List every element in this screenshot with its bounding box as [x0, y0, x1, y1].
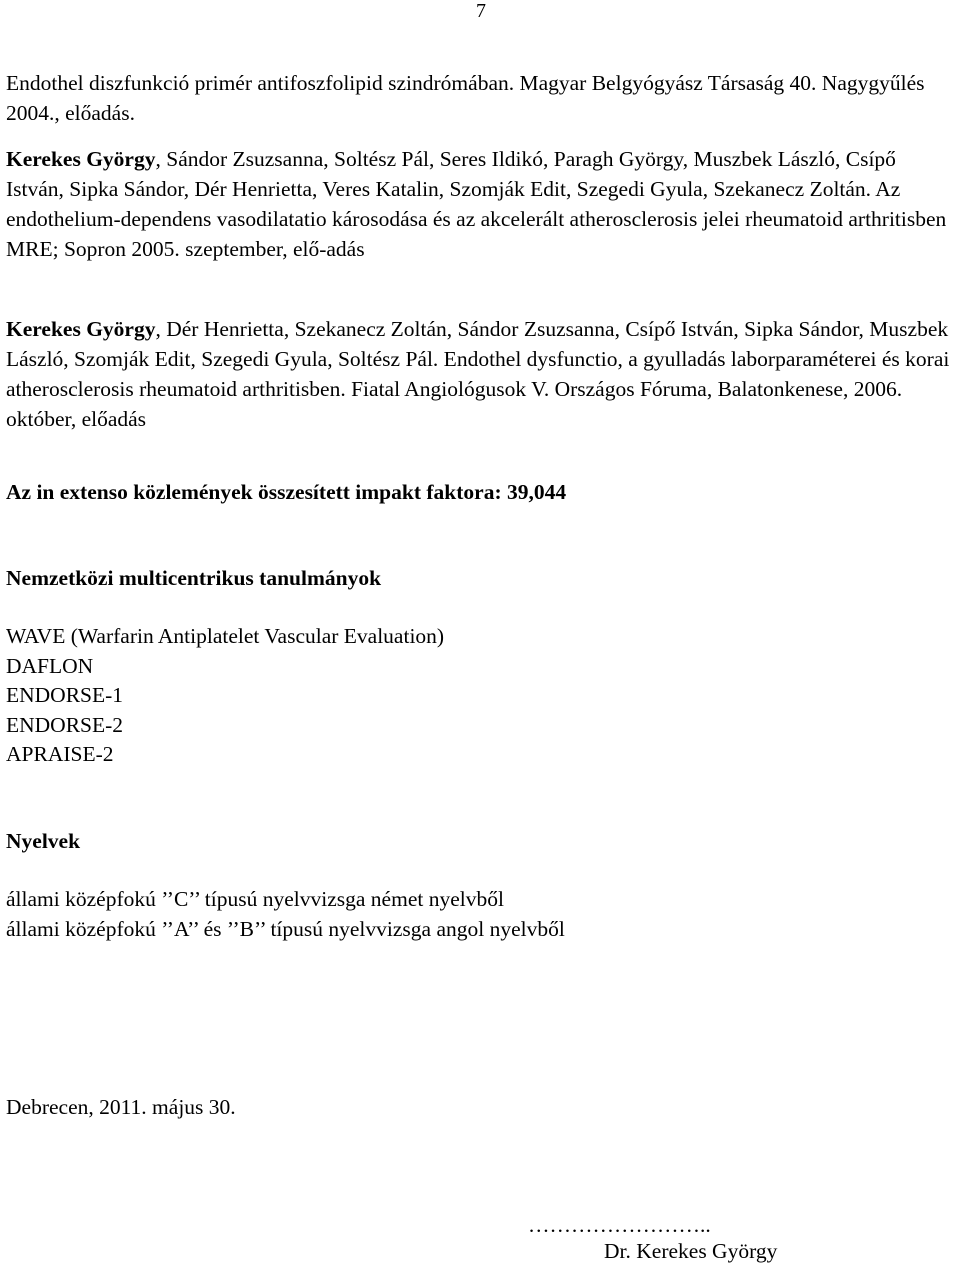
study-item: ENDORSE-1	[6, 683, 124, 707]
studies-list	[6, 621, 444, 769]
publication-entry-2	[6, 144, 951, 264]
page-number: 7	[476, 0, 486, 22]
study-item: ENDORSE-2	[6, 712, 124, 737]
publication-entry-3	[6, 314, 951, 434]
publication-author-highlight: Kerekes György	[6, 147, 156, 171]
signature-name: Dr. Kerekes György	[604, 1239, 778, 1263]
study-item: DAFLON	[6, 653, 94, 678]
publication-author-highlight: Kerekes György	[6, 317, 156, 341]
languages-heading: Nyelvek	[6, 829, 81, 853]
studies-heading: Nemzetközi multicentrikus tanulmányok	[6, 566, 382, 590]
place-date: Debrecen, 2011. május 30.	[6, 1095, 236, 1119]
publication-text: Endothel diszfunkció primér antifoszfolipid szindrómában. Magyar Belgyógyász Társaság 40. Nagygyűlés 2004., előadás.	[6, 71, 925, 125]
impact-factor-heading: Az in extenso közlemények összesített impakt faktora: 39,044	[6, 480, 567, 504]
publication-entry-1	[6, 68, 951, 128]
study-item: WAVE (Warfarin Antiplatelet Vascular Evaluation)	[6, 624, 445, 648]
publication-text: , Sándor Zsuzsanna, Soltész Pál, Seres Ildikó, Paragh György, Muszbek László, Csípő István, Sipka Sándor, Dér Henrietta, Veres Katalin, Szomják Edit, Szegedi Gyula, Szekanecz Zoltán. Az endothelium-dependens vasodilatatio károsodása és az akcelerált atherosclerosis jelei rheumatoid arthritisben MRE; Sopron 2005. szeptember, elő-adás	[6, 147, 947, 261]
study-item: APRAISE-2	[6, 742, 114, 766]
language-item: állami középfokú ’’A’’ és ’’B’’ típusú nyelvvizsga angol nyelvből	[6, 916, 565, 941]
signature-line: ……………………..	[528, 1213, 711, 1237]
languages-list	[6, 884, 565, 943]
publication-text: , Dér Henrietta, Szekanecz Zoltán, Sándor Zsuzsanna, Csípő István, Sipka Sándor, Muszbek László, Szomják Edit, Szegedi Gyula, Soltész Pál. Endothel dysfunctio, a gyulladás laborparaméterei és korai atherosclerosis rheumatoid arthritisben. Fiatal Angiológusok V. Országos Fóruma, Balatonkenese, 2006. október, előadás	[6, 317, 950, 431]
language-item: állami középfokú ’’C’’ típusú nyelvvizsga német nyelvből	[6, 887, 504, 911]
